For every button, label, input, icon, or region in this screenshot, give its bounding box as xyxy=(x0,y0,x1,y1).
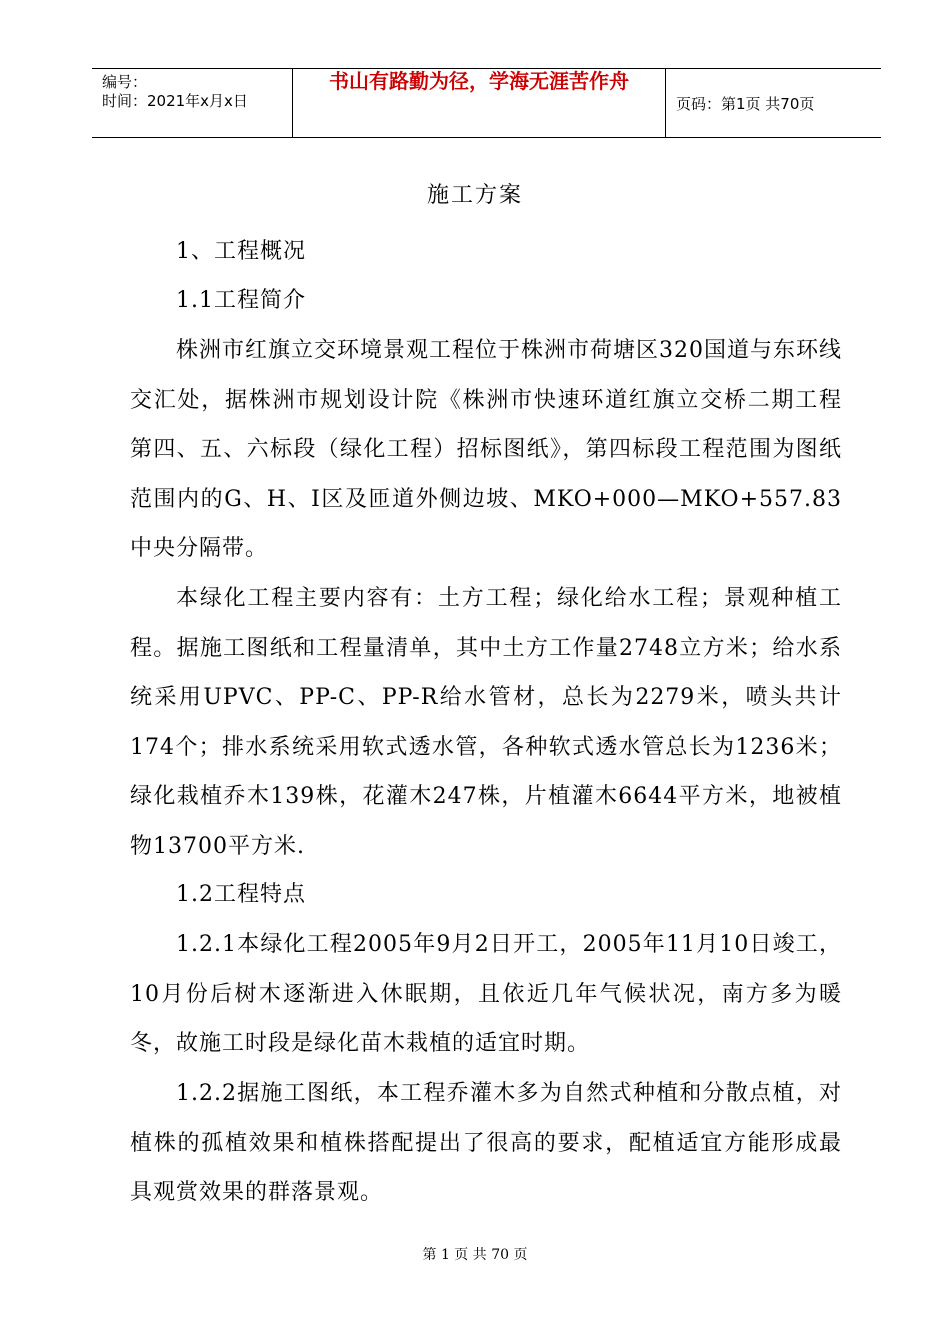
page-footer: 第 1 页 共 70 页 xyxy=(422,1247,528,1263)
page-info: 页码：第1页 共70页 xyxy=(676,95,815,113)
document-title: 施工方案 xyxy=(426,183,523,208)
section-heading-1-2: 1.2工程特点 xyxy=(176,882,306,907)
header-right-cell xyxy=(666,69,881,137)
header-motto-cell xyxy=(293,69,666,137)
paragraph-schedule: 1.2.1本绿化工程2005年9月2日开工，2005年11月10日竣工，10月份后树木逐渐进入休眠期，且依近几年气候状况，南方多为暖冬，故施工时段是绿化苗木栽植的适宜时期。 xyxy=(130,932,842,1057)
paragraph-scope: 本绿化工程主要内容有：土方工程；绿化给水工程；景观种植工程。据施工图纸和工程量清单，其中土方工作量2748立方米；给水系统采用UPVC、PP-C、PP-R给水管材，总长为2279米，喷头共计174个；排水系统采用软式透水管，各种软式透水管总长为1236米；绿化栽植乔木139株，花灌木247株，片植灌木6644平方米，地被植物13700平方米. xyxy=(130,586,842,859)
paragraph-planting: 1.2.2据施工图纸，本工程乔灌木多为自然式种植和分散点植，对植株的孤植效果和植株搭配提出了很高的要求，配植适宜方能形成最具观赏效果的群落景观。 xyxy=(130,1081,842,1206)
section-heading-1-1: 1.1工程简介 xyxy=(176,288,306,313)
header-left-cell xyxy=(92,69,293,137)
time-label: 时间：2021年x月x日 xyxy=(102,92,248,110)
serial-label: 编号： xyxy=(102,73,148,91)
paragraph-intro: 株洲市红旗立交环境景观工程位于株洲市荷塘区320国道与东环线交汇处，据株洲市规划设计院《株洲市快速环道红旗立交桥二期工程第四、五、六标段（绿化工程）招标图纸》，第四标段工程范围为图纸范围内的G、H、I区及匝道外侧边坡、MKO+000—MKO+557.83中央分隔带。 xyxy=(130,338,842,562)
motto-text: 书山有路勤为径，学海无涯苦作舟 xyxy=(329,69,629,93)
section-heading-1: 1、工程概况 xyxy=(176,239,306,264)
header-table xyxy=(92,68,881,138)
